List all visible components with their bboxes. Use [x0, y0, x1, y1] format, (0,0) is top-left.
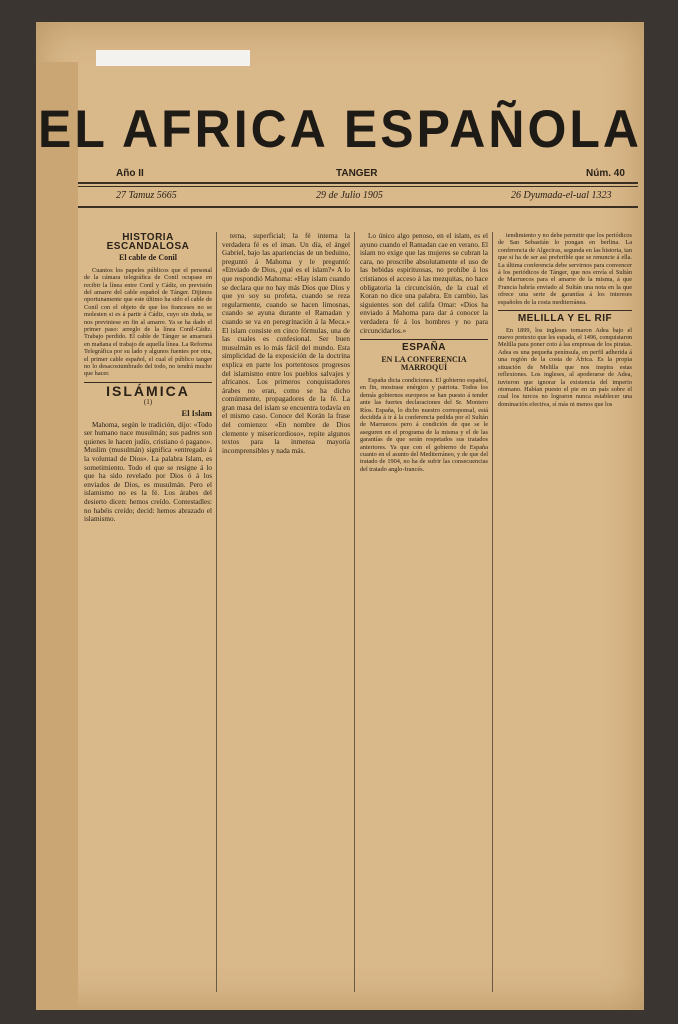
article-heading-islamica: ISLÁMICA — [106, 382, 190, 399]
column-divider-3 — [492, 232, 493, 992]
column-divider-2 — [354, 232, 355, 992]
article-body-cable: Cuantos los papeles públicos que el personal de la cámara telegráfica de Conil ocupase en recibir la línea entre Conil y Cádiz, en previsión del amarre del cable español de Tánger. Dijimos oportunamente que este último ha sido el cable de Conil con el objeto de que los franceses no se molesten si es á partir á Cádiz, cuyo sin duda, se nos previniese en fin al amarre. Ya se ha dado el primer paso: arreglo de la línea Conil-Cádiz. Trabajo perdido. El cable de Tánger se amarrará en mañana el trabajo de aquella línea. La Reforma Telegráfica por su lado y algunos fuentes por otra, el primer cable español, el cual el público tanger no lo desacostumbrado del todo, no tendrá mucho que hacer. — [84, 266, 212, 378]
issue-year: Año II — [116, 168, 144, 179]
article-subheading-islam: El Islam — [181, 408, 212, 419]
date-muslim: 26 Dyumada-el-ual 1323 — [511, 190, 612, 201]
folded-page-edge — [36, 62, 78, 1010]
article-heading-melilla: MELILLA Y EL RIF — [517, 313, 613, 325]
column-4 — [498, 232, 632, 1002]
section-divider — [498, 310, 632, 311]
article-body-islam-end: Lo único algo penoso, en el islam, es el ayuno cuando el Ramadan cae en verano. El islam no exige que las mujeres se cubran la cara, no proscribe absolutamente el uso de las bebidas espirituosas, no prohibe á los cristianos el acceso á las mezquitas, no hace obligatoria la circuncisión, de la cual el Koran no dice una palabra. En cambio, las siguientes son del califa Omar: «Dios ha enviado á Mahoma para dar á conocer la verdadera fé á los hombres y no para circuncidarlos.» — [360, 232, 488, 335]
newspaper-page — [36, 22, 644, 1010]
article-heading-espana: ESPAÑA — [402, 342, 446, 354]
article-subheading-conferencia: EN LA CONFERENCIA MARROQUÍ — [381, 354, 467, 373]
article-subheading-cable: El cable de Conil — [118, 253, 177, 263]
column-2 — [222, 232, 350, 1002]
column-1 — [84, 232, 212, 1002]
article-body-islam: Mahoma, según le tradición, dijo: «Todo ser humano nace musulmán; sus padres son quienes le hacen judío, cristiano ó pagano». Muslim (musulmán) significa «entregado á la voluntad de Dios». La palabra Islam, es sometimiento. Todo el que se resigne á lo que ha sido revelado por Dios ó á los enviados de Dios, es musulmán. Pero el islamismo no es la fé. Los árabes del desierto dicen: hemos creído. Contestadles: no habéis creído; decid: hemos abrazado el islamismo. — [84, 420, 212, 524]
section-divider — [360, 339, 488, 340]
column-divider-1 — [216, 232, 217, 992]
article-body-islam-cont: terna, superficial; la fé interna la verdadera fé es el iman. Un día, el ángel Gabriel, bajo las apariencias de un beduino, preguntó á Mahoma y le preguntó: «Enviado de Dios, ¿qué es el islam?» A lo que respondió Mahoma: «Hay islam cuando se declara que no hay más Dios que Dios y que yo soy su profeta, cuando se reza regularmente, cuando se hacen limosnas, cuando se ayuna durante el Ramadan y cuando se va en peregrinación á la Meca.» El islam consiste en cinco fórmulas, una de las cuales es confesional. Ser buen musulmán es lo más fácil del mundo. Esta simplicidad de la exposición de la doctrina explica en parte los portentosos progresos del islamismo entre los pueblos salvajes y africanos. Los primeros conquistadores árabes no eran, como se ha dicho comúnmente, propagadores de la fé. La gran masa del islam se encuentra todavía en el mismo caso. Conoce del Korán la frase del comienzo: «En nombre de Dios clemente y misericordioso», repite algunos textos para la inmensa mayoría incomprensibles y nada más. — [222, 232, 350, 455]
masthead-rule-bottom — [78, 206, 638, 208]
masthead-rule-mid — [78, 186, 638, 187]
issue-city: TANGER — [336, 168, 378, 179]
date-gregorian: 29 de Julio 1905 — [316, 190, 383, 201]
archive-label — [96, 50, 250, 66]
article-body-melilla: En 1899, los ingleses tomaron Adea bajo el nuevo pretexto que les espada, el 1496, conquistaron Melilla para poner coto á las empresas de los piratas. Adea es una pequeña península, en perfil adherida á una región de la costa de África. Es la propia situación de Melilla que nos inspira estas reflexiones. Los ingleses, al apoderarse de Adea, tuvieron que ignorar la existencia del imperio otomano. Habían puesto el pie en un país sobre el cual los turcos no lograron nunca establecer una dominación efectiva, sí más ni menos que los — [498, 326, 632, 408]
article-heading-historia: HISTORIA ESCANDALOSA — [106, 232, 190, 252]
article-body-conferencia-cont: tendimiento y no debe permitir que los periódicos de San Sebastián lo pongan en berlina. La conferencia de Algeciras, segunda en las historia, tan que si ha de ser así preferible que se renuncie á ella. La última conferencia debe servirnos para convencer á los periódicos de Tánger, que nos envía el Sultán de Marruecos para el amarre de la misma, á que Francia habría enviado al Sultán una nota en la que ofrece una serie de garantías á los intereses españoles de la costa mediterránea. — [498, 232, 632, 306]
date-hebrew: 27 Tamuz 5665 — [116, 190, 177, 201]
column-3 — [360, 232, 488, 1002]
article-body-espana: España dicta condiciones. El gobierno español, en fin, mostrase enérgico y patriota. Todos los demás gobiernos europeos se han puesto á tender ante las fuertes declaraciones del Sr. Montero Ríos. España, lo dicho nuestro corresponsal, está decidida á ir á la conferencia pedida por el Sultán de Marruecos pero á condición de que se le aseguren en el programa de la misma y el de las garantías de que serán respetados sus tratados anteriores. Ya que con el gobierno de España cuanto en el asunto del Mediterráneo, y de que del tratado de 1904, no ha de sufrir las consecuencias del tratado anglo-francés. — [360, 376, 488, 473]
issue-number: Núm. 40 — [586, 168, 625, 179]
section-number: (1) — [143, 398, 153, 407]
masthead-rule-top — [78, 182, 638, 184]
masthead-title: EL AFRICA ESPAÑOLA — [37, 99, 643, 159]
